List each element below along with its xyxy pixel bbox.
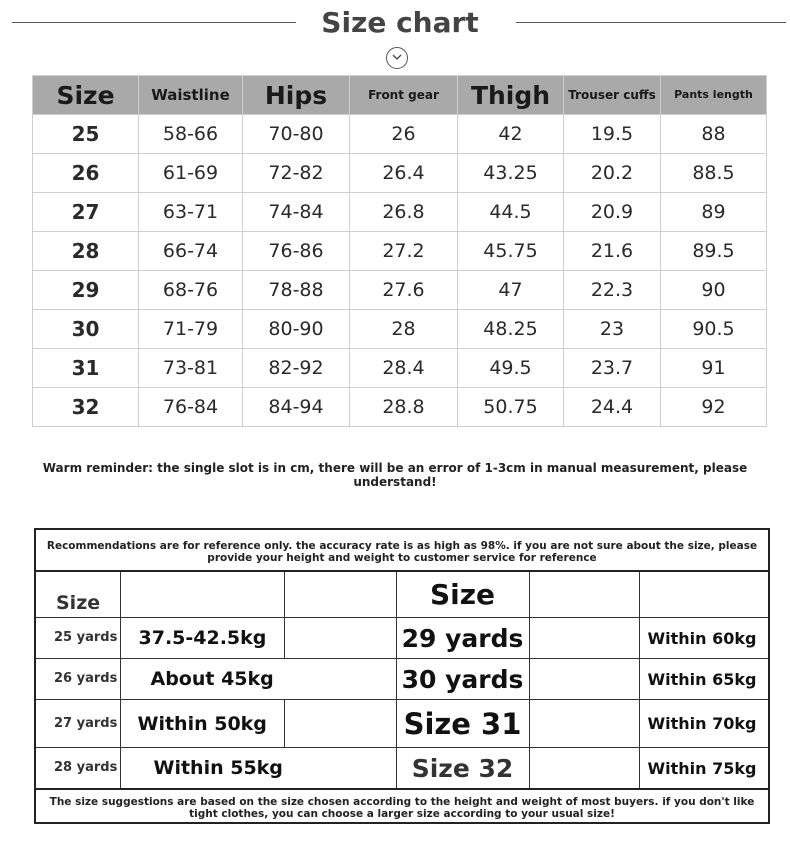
cell-front-gear: 26.4 (350, 154, 458, 193)
cell-waistline: 73-81 (139, 349, 243, 388)
cell-hips: 76-86 (243, 232, 350, 271)
cell-trouser-cuffs: 21.6 (564, 232, 661, 271)
rec-empty-cell (529, 700, 639, 748)
rec-empty-cell (284, 700, 396, 748)
cell-thigh: 44.5 (458, 193, 564, 232)
cell-size: 27 (33, 193, 139, 232)
cell-trouser-cuffs: 24.4 (564, 388, 661, 427)
cell-front-gear: 28.4 (350, 349, 458, 388)
table-row (33, 310, 767, 349)
recommendation-row (36, 659, 768, 700)
cell-hips: 74-84 (243, 193, 350, 232)
cell-size: 32 (33, 388, 139, 427)
cell-trouser-cuffs: 20.2 (564, 154, 661, 193)
rec-left-size: 25 yards (36, 618, 120, 659)
rec-left-size: 27 yards (36, 700, 120, 748)
title-divider-left (12, 22, 296, 23)
title-row (0, 0, 790, 75)
rec-empty-cell (529, 618, 639, 659)
page-title: Size chart (321, 6, 479, 39)
cell-size: 25 (33, 115, 139, 154)
header-size: Size (33, 76, 139, 115)
cell-thigh: 42 (458, 115, 564, 154)
cell-hips: 78-88 (243, 271, 350, 310)
cell-size: 31 (33, 349, 139, 388)
table-row (33, 388, 767, 427)
header-hips: Hips (243, 76, 350, 115)
rec-left-weight: Within 50kg (120, 700, 284, 748)
header-front-gear: Front gear (350, 76, 458, 115)
rec-empty-cell (284, 618, 396, 659)
cell-thigh: 43.25 (458, 154, 564, 193)
table-row (33, 115, 767, 154)
cell-trouser-cuffs: 23 (564, 310, 661, 349)
table-row (33, 271, 767, 310)
cell-waistline: 63-71 (139, 193, 243, 232)
rec-empty-cell (529, 748, 639, 788)
cell-size: 30 (33, 310, 139, 349)
cell-pants-length: 90 (661, 271, 767, 310)
cell-waistline: 61-69 (139, 154, 243, 193)
table-row (33, 349, 767, 388)
cell-size: 26 (33, 154, 139, 193)
rec-header-empty (639, 572, 768, 618)
rec-left-size: 28 yards (36, 748, 120, 788)
table-row (33, 154, 767, 193)
cell-waistline: 71-79 (139, 310, 243, 349)
cell-waistline: 58-66 (139, 115, 243, 154)
rec-header-size-right: Size (396, 572, 529, 618)
recommendation-row (36, 748, 768, 788)
chevron-down-icon (386, 47, 408, 69)
recommendation-header-row (36, 572, 768, 618)
recommendation-note: Recommendations are for reference only. the accuracy rate is as high as 98%. if you are not sure about the size, please provide your height and weight to customer service for reference (36, 530, 768, 572)
cell-thigh: 49.5 (458, 349, 564, 388)
rec-header-empty (529, 572, 639, 618)
size-table (32, 75, 767, 427)
cell-front-gear: 27.6 (350, 271, 458, 310)
cell-pants-length: 90.5 (661, 310, 767, 349)
cell-trouser-cuffs: 19.5 (564, 115, 661, 154)
warm-reminder: Warm reminder: the single slot is in cm, there will be an error of 1-3cm in manual measurement, please understand! (42, 461, 748, 489)
recommendation-footer-note: The size suggestions are based on the size chosen according to the height and weight of most buyers. if you don't like tight clothes, you can choose a larger size according to your usual size! (36, 788, 768, 822)
cell-size: 29 (33, 271, 139, 310)
cell-pants-length: 91 (661, 349, 767, 388)
rec-left-weight: About 45kg (120, 659, 396, 700)
table-row (33, 193, 767, 232)
recommendation-row (36, 618, 768, 659)
cell-thigh: 45.75 (458, 232, 564, 271)
cell-hips: 80-90 (243, 310, 350, 349)
header-thigh: Thigh (458, 76, 564, 115)
rec-right-weight: Within 60kg (639, 618, 768, 659)
cell-thigh: 47 (458, 271, 564, 310)
recommendation-table (36, 572, 768, 788)
cell-pants-length: 88.5 (661, 154, 767, 193)
cell-pants-length: 89 (661, 193, 767, 232)
cell-hips: 84-94 (243, 388, 350, 427)
header-pants-length: Pants length (661, 76, 767, 115)
rec-right-size: Size 31 (396, 700, 529, 748)
cell-front-gear: 27.2 (350, 232, 458, 271)
cell-front-gear: 28.8 (350, 388, 458, 427)
cell-waistline: 76-84 (139, 388, 243, 427)
rec-header-empty (120, 572, 284, 618)
cell-pants-length: 89.5 (661, 232, 767, 271)
cell-front-gear: 26 (350, 115, 458, 154)
cell-trouser-cuffs: 22.3 (564, 271, 661, 310)
cell-pants-length: 92 (661, 388, 767, 427)
cell-thigh: 50.75 (458, 388, 564, 427)
cell-waistline: 66-74 (139, 232, 243, 271)
table-row (33, 232, 767, 271)
rec-header-size-left: Size (36, 572, 120, 618)
cell-size: 28 (33, 232, 139, 271)
cell-waistline: 68-76 (139, 271, 243, 310)
rec-right-weight: Within 65kg (639, 659, 768, 700)
rec-right-size: 29 yards (396, 618, 529, 659)
cell-hips: 82-92 (243, 349, 350, 388)
rec-left-weight: Within 55kg (120, 748, 396, 788)
size-table-header (33, 76, 767, 115)
rec-left-size: 26 yards (36, 659, 120, 700)
title-divider-right (516, 22, 786, 23)
header-trouser-cuffs: Trouser cuffs (564, 76, 661, 115)
header-waistline: Waistline (139, 76, 243, 115)
cell-trouser-cuffs: 20.9 (564, 193, 661, 232)
cell-trouser-cuffs: 23.7 (564, 349, 661, 388)
recommendation-row (36, 700, 768, 748)
rec-right-weight: Within 75kg (639, 748, 768, 788)
rec-left-weight: 37.5-42.5kg (120, 618, 284, 659)
cell-hips: 70-80 (243, 115, 350, 154)
cell-thigh: 48.25 (458, 310, 564, 349)
cell-front-gear: 26.8 (350, 193, 458, 232)
recommendation-box (34, 528, 770, 824)
cell-front-gear: 28 (350, 310, 458, 349)
rec-right-weight: Within 70kg (639, 700, 768, 748)
rec-right-size: 30 yards (396, 659, 529, 700)
rec-header-empty (284, 572, 396, 618)
cell-pants-length: 88 (661, 115, 767, 154)
cell-hips: 72-82 (243, 154, 350, 193)
rec-right-size: Size 32 (396, 748, 529, 788)
rec-empty-cell (529, 659, 639, 700)
